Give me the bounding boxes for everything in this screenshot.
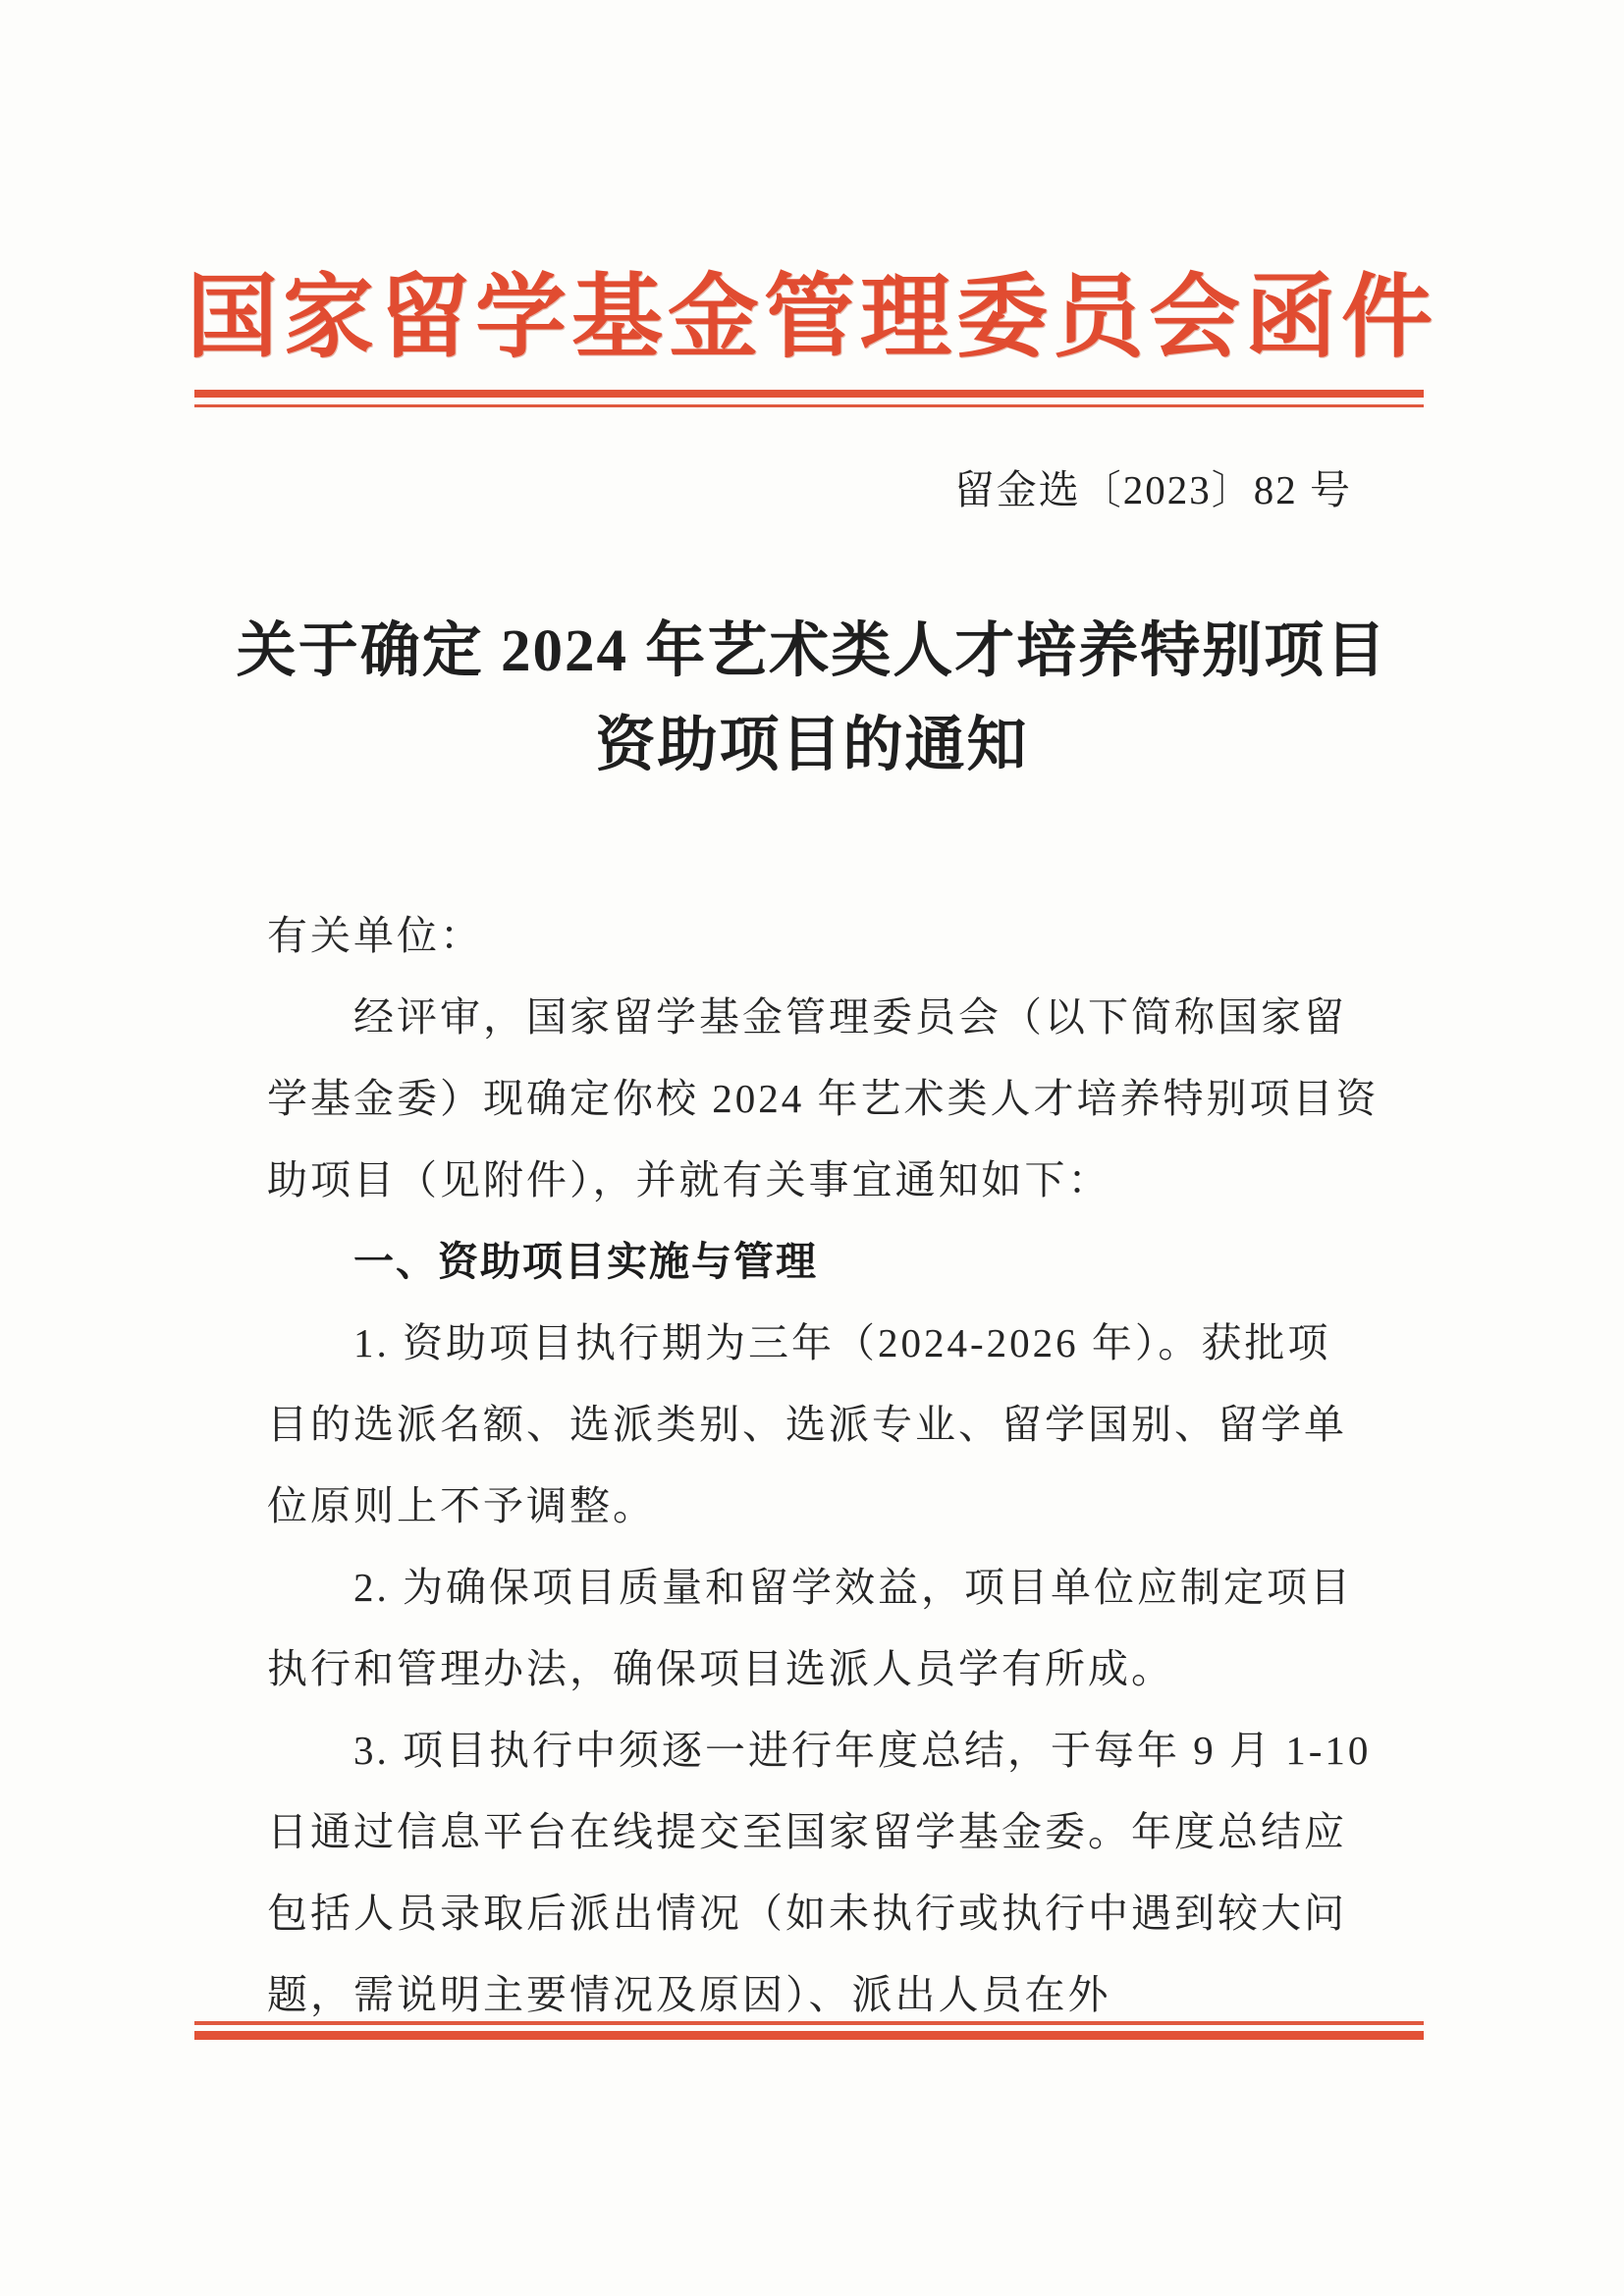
document-title-line-2: 资助项目的通知 bbox=[595, 713, 1029, 778]
body-line: 包括人员录取后派出情况（如未执行或执行中遇到较大问 bbox=[267, 1891, 1347, 1936]
divider-thick-bar bbox=[194, 2031, 1424, 2040]
body-line: 位原则上不予调整。 bbox=[267, 1483, 656, 1528]
body-line: 3. 项目执行中须逐一进行年度总结，于每年 9 月 1-10 bbox=[353, 1728, 1372, 1773]
divider-gap bbox=[194, 398, 1424, 404]
body-line: 目的选派名额、选派类别、选派专业、留学国别、留学单 bbox=[267, 1402, 1347, 1447]
divider-thin-bar bbox=[194, 404, 1424, 407]
letterhead-divider-top bbox=[194, 390, 1424, 407]
body-line: 助项目（见附件），并就有关事宜通知如下： bbox=[267, 1157, 1111, 1202]
document-title bbox=[0, 605, 1624, 793]
body-line: 学基金委）现确定你校 2024 年艺术类人才培养特别项目资 bbox=[267, 1076, 1380, 1121]
document-title-line-1: 关于确定 2024 年艺术类人才培养特别项目 bbox=[236, 618, 1388, 684]
divider-thick-bar bbox=[194, 390, 1424, 398]
section-heading: 一、资助项目实施与管理 bbox=[353, 1239, 818, 1284]
body-line: 日通过信息平台在线提交至国家留学基金委。年度总结应 bbox=[267, 1809, 1347, 1854]
letterhead-title: 国家留学基金管理委员会函件 bbox=[187, 268, 1437, 369]
body-line: 执行和管理办法，确保项目选派人员学有所成。 bbox=[267, 1646, 1174, 1691]
body-line: 1. 资助项目执行期为三年（2024-2026 年）。获批项 bbox=[353, 1320, 1331, 1365]
body-line: 经评审，国家留学基金管理委员会（以下简称国家留 bbox=[353, 994, 1347, 1040]
salutation-line: 有关单位： bbox=[267, 913, 483, 958]
body-line: 题，需说明主要情况及原因）、派出人员在外 bbox=[267, 1972, 1111, 2017]
document-number: 留金选〔2023〕82 号 bbox=[953, 467, 1352, 512]
footer-divider bbox=[194, 2021, 1424, 2040]
body-line: 2. 为确保项目质量和留学效益，项目单位应制定项目 bbox=[353, 1565, 1353, 1610]
